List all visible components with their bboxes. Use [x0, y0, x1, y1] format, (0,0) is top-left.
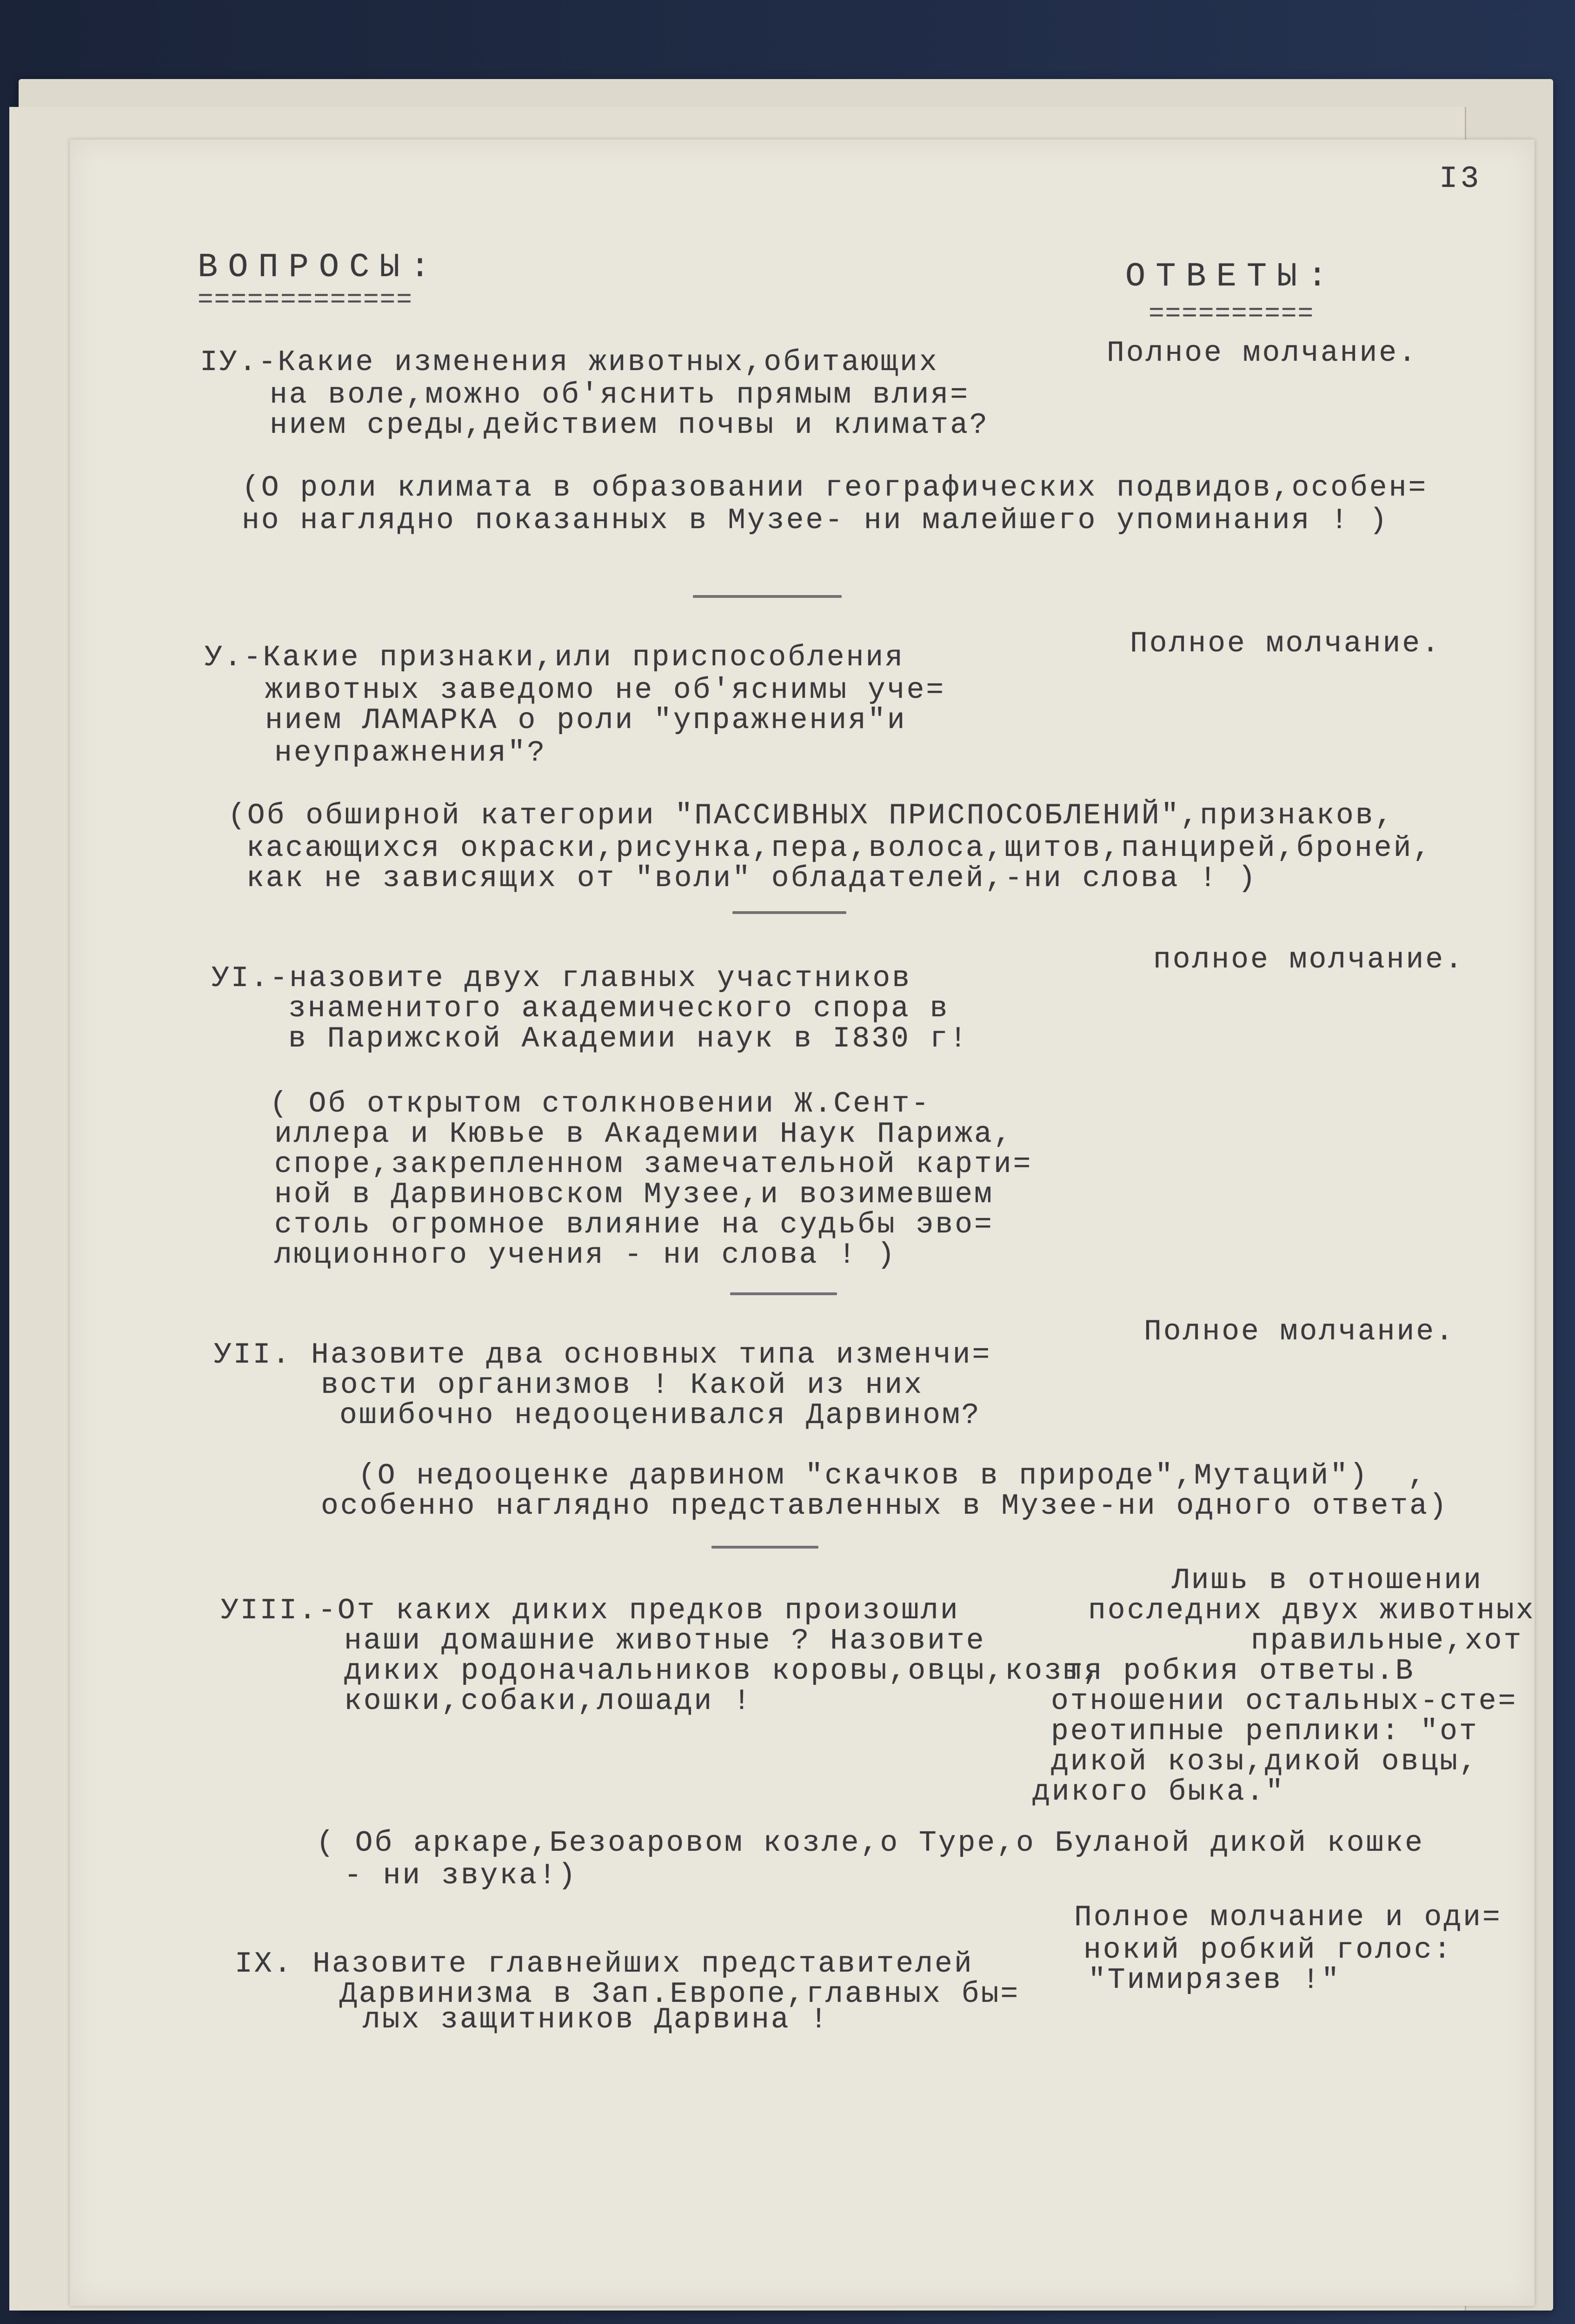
question-line: IУ.-Какие изменения животных,обитающих — [200, 346, 939, 379]
comment-line: ( Об открытом столкновении Ж.Сент- — [270, 1087, 931, 1120]
question-line: У.-Какие признаки,или приспособления — [205, 641, 905, 674]
answer-line: тя робкия ответы.В — [1065, 1655, 1415, 1688]
question-line: нием среды,действием почвы и климата? — [270, 409, 989, 442]
answer-line: правильные,хот — [1251, 1624, 1523, 1657]
question-line: ошибочно недооценивался Дарвином? — [339, 1399, 981, 1432]
question-line: УI.-назовите двух главных участников — [212, 962, 912, 995]
question-line: знаменитого академического спора в — [288, 992, 950, 1025]
comment-line: но наглядно показанных в Музее- ни малейшего упоминания ! ) — [242, 504, 1389, 537]
question-line: на воле,можно об'яснить прямым влия= — [270, 378, 970, 411]
separator-line — [711, 1546, 818, 1549]
answer-line: Полное молчание и оди= — [1074, 1901, 1502, 1934]
separator-line — [693, 595, 842, 598]
question-line: лых защитников Дарвина ! — [363, 2003, 830, 2036]
answer-line: дикого быка." — [1032, 1775, 1285, 1808]
question-line: неупражнения"? — [274, 736, 547, 769]
question-line: наши домашние животные ? Назовите — [344, 1624, 986, 1657]
answer-line: Лишь в отношении — [1172, 1564, 1483, 1597]
answer-line: Полное молчание. — [1144, 1315, 1455, 1348]
answer-line: Полное молчание. — [1130, 627, 1441, 660]
question-line: вости организмов ! Какой из них — [321, 1369, 924, 1402]
answer-line: последних двух животных — [1088, 1594, 1535, 1627]
comment-line: люционного учения - ни слова ! ) — [274, 1238, 897, 1271]
comment-line: иллера и Кювье в Академии Наук Парижа, — [274, 1118, 1013, 1151]
comment-line: касающихся окраски,рисунка,пера,волоса,щитов,панцирей,броней, — [246, 832, 1433, 865]
question-line: Дарвинизма в Зап.Европе,главных бы= — [339, 1978, 1020, 2011]
questions-header-underline: ============= — [198, 285, 413, 315]
answer-line: нокий робкий голос: — [1083, 1933, 1453, 1966]
separator-line — [732, 911, 846, 914]
answer-line: отношении остальных-сте= — [1051, 1685, 1518, 1718]
question-line: диких родоначальников коровы,овцы,козы, — [344, 1655, 1103, 1688]
comment-line: (Об обширной категории "ПАССИВНЫХ ПРИСПОСОБЛЕНИЙ",признаков, — [228, 799, 1395, 832]
answer-line: "Тимирязев !" — [1088, 1964, 1341, 1997]
comment-line: споре,закрепленном замечательной карти= — [274, 1148, 1033, 1181]
question-line: IX. Назовите главнейших представителей — [235, 1947, 974, 1980]
page-number: I3 — [1439, 161, 1482, 196]
comment-line: (О недооценке дарвином "скачков в природе",Мутаций") , — [358, 1459, 1428, 1492]
answers-header-underline: ========== — [1149, 299, 1315, 329]
comment-line: как не зависящих от "воли" обладателей,-ни слова ! ) — [246, 862, 1257, 895]
question-line: кошки,собаки,лошади ! — [344, 1685, 752, 1718]
question-line: нием ЛАМАРКА о роли "упражнения"и — [265, 704, 907, 737]
question-line: животных заведомо не об'яснимы уче= — [265, 674, 946, 707]
comment-line: особенно наглядно представленных в Музее-ни одного ответа) — [321, 1490, 1449, 1523]
answer-line: полное молчание. — [1153, 943, 1464, 976]
answers-header: ОТВЕТЫ: — [1125, 258, 1338, 296]
comment-line: (О роли климата в образовании географических подвидов,особен= — [242, 471, 1428, 504]
question-line: в Парижской Академии наук в I830 г! — [288, 1022, 969, 1055]
comment-line: ной в Дарвиновском Музее,и возимевшем — [274, 1178, 994, 1211]
question-line: УII. Назовите два основных типа изменчи= — [214, 1338, 992, 1371]
question-line: УIII.-От каких диких предков произошли — [221, 1594, 960, 1627]
comment-line: столь огромное влияние на судьбы эво= — [274, 1208, 994, 1241]
comment-line: - ни звука!) — [344, 1859, 578, 1892]
comment-line: ( Об аркаре,Безоаровом козле,о Туре,о Буланой дикой кошке — [316, 1827, 1424, 1860]
answer-line: Полное молчание. — [1107, 337, 1418, 370]
separator-line — [730, 1292, 837, 1295]
answer-line: дикой козы,дикой овцы, — [1051, 1745, 1479, 1778]
answer-line: реотипные реплики: "от — [1051, 1715, 1479, 1748]
questions-header: ВОПРОСЫ: — [198, 248, 440, 286]
